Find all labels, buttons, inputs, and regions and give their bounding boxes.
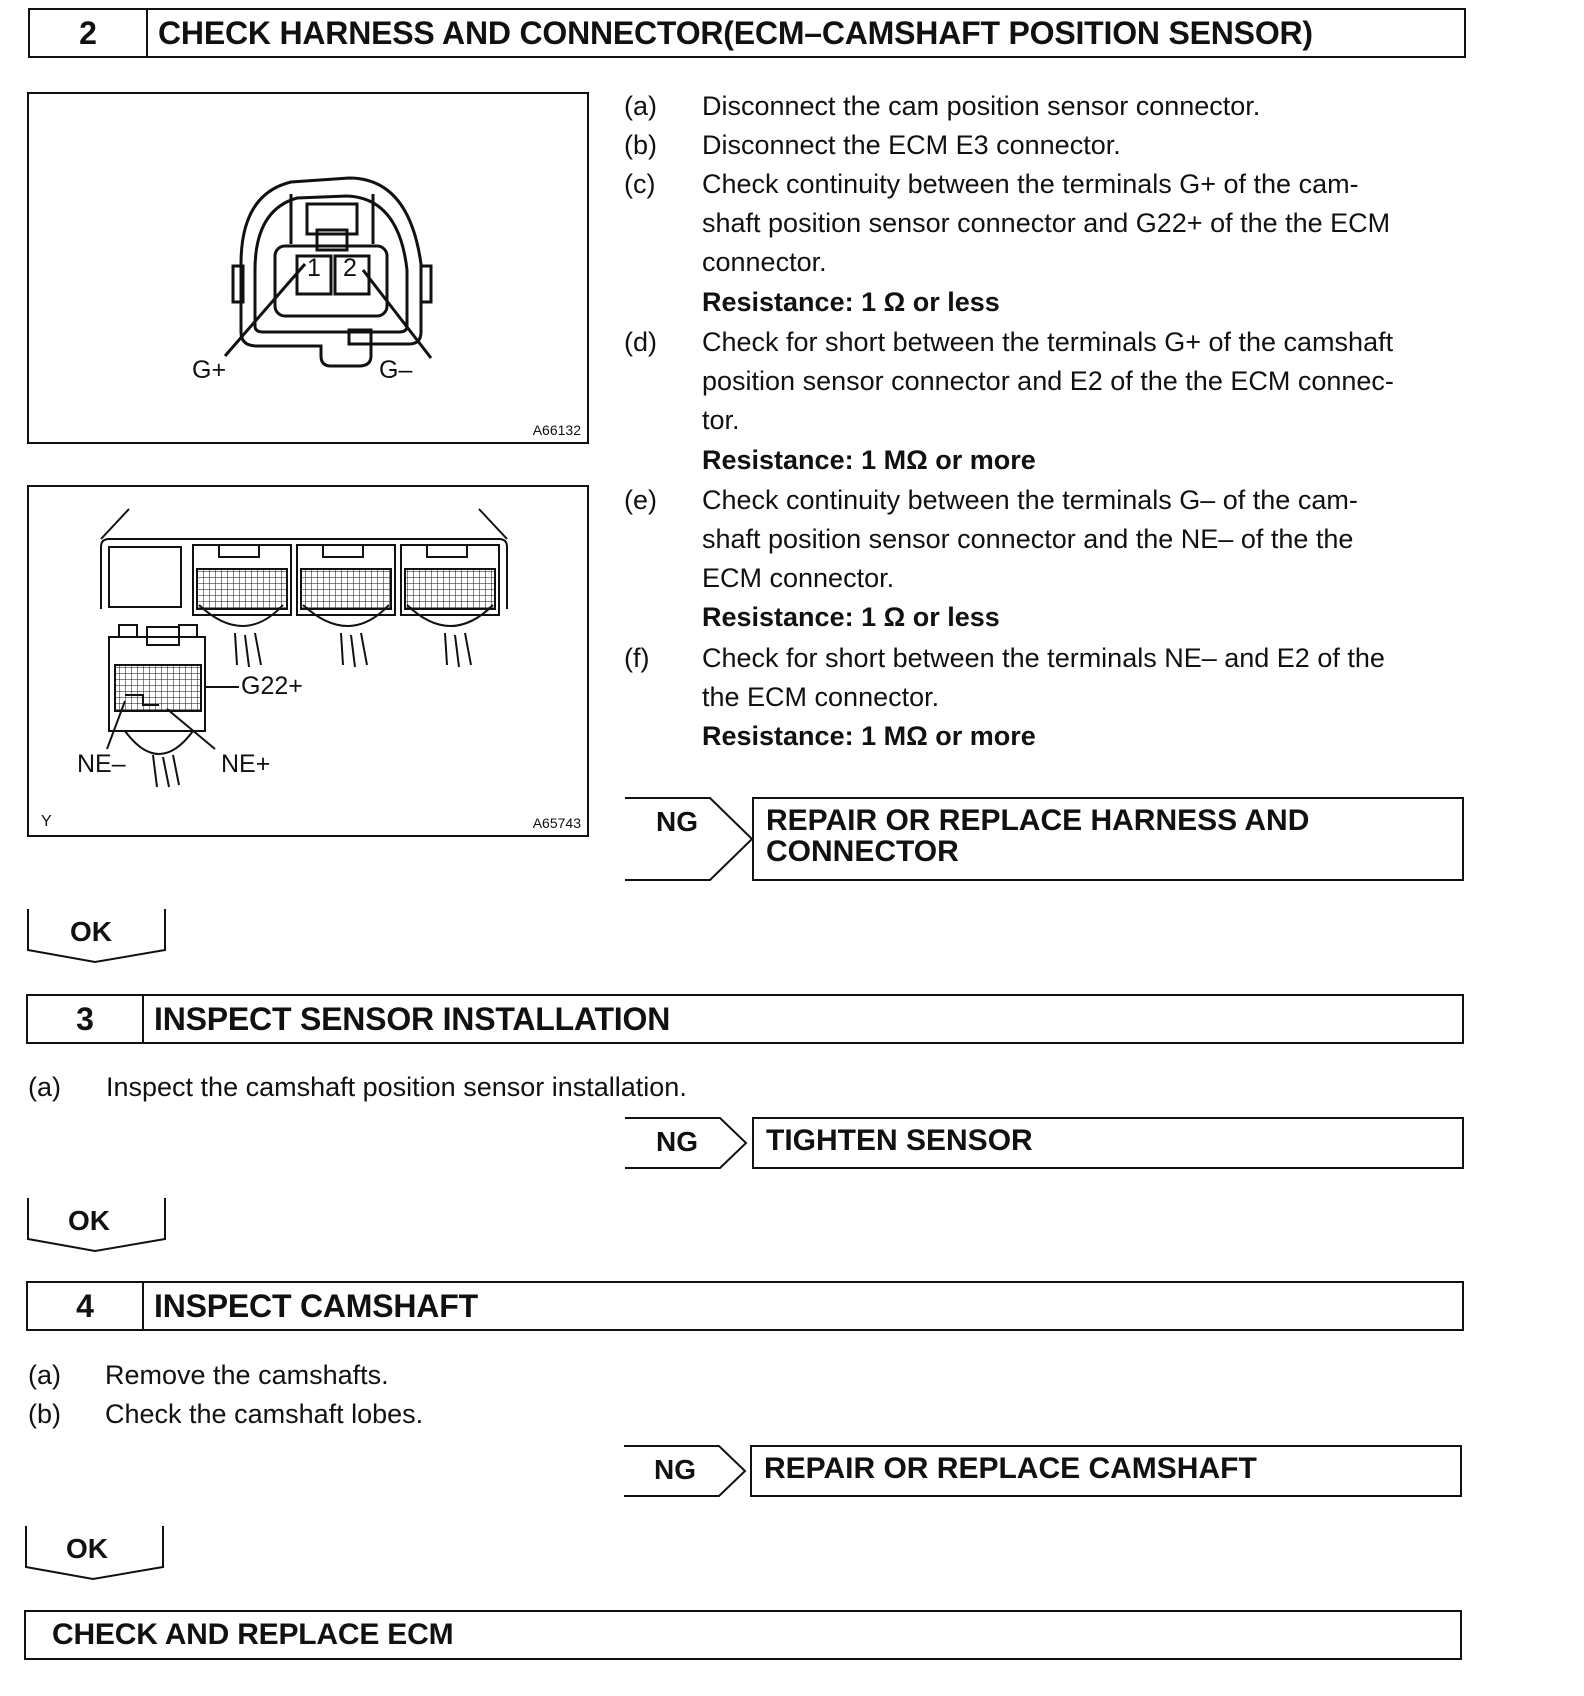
pin-2-label: 2 (343, 254, 357, 282)
step-3-number: 3 (28, 996, 144, 1042)
step-3-title: INSPECT SENSOR INSTALLATION (154, 1000, 671, 1037)
item-marker: (b) (28, 1399, 61, 1429)
item-text-line: connector. (702, 247, 827, 277)
item-text: Remove the camshafts. (105, 1360, 389, 1390)
ng-result-step-4: REPAIR OR REPLACE CAMSHAFT (750, 1445, 1462, 1497)
step-4-title: INSPECT CAMSHAFT (154, 1287, 478, 1324)
item-text-line: shaft position sensor connector and G22+ of the the ECM (702, 208, 1391, 238)
ok-label-step-4: OK (66, 1533, 108, 1564)
step-2-title: CHECK HARNESS AND CONNECTOR(ECM–CAMSHAFT POSITION SENSOR) (158, 14, 1313, 51)
item-text: Disconnect the cam position sensor connector. (702, 91, 1261, 121)
item-marker: (f) (624, 643, 650, 673)
step-2-resistance-f: Resistance: 1 MΩ or more (702, 721, 1036, 751)
ne-minus-label: NE– (77, 750, 126, 778)
item-marker: (e) (624, 485, 657, 515)
item-text-line: Check for short between the terminals G+ of the camshaft (702, 327, 1394, 357)
item-text-line: Check continuity between the terminals G+ of the cam- (702, 169, 1359, 199)
ok-label-step-2: OK (70, 916, 112, 947)
final-step-header (24, 1610, 1462, 1660)
item-marker: (c) (624, 169, 656, 199)
pin-1-label: 1 (307, 254, 321, 282)
figure-ecm-connector (27, 485, 589, 837)
item-text-line: ECM connector. (702, 563, 895, 593)
ng-result-line-1: REPAIR OR REPLACE HARNESS AND (766, 804, 1310, 837)
figure-2-corner-mark: Y (41, 813, 52, 830)
item-text: Disconnect the ECM E3 connector. (702, 130, 1121, 160)
ecm-connector-drawing (29, 487, 587, 835)
item-marker: (a) (624, 91, 657, 121)
item-text-line: Check continuity between the terminals G– of the cam- (702, 485, 1358, 515)
step-4-number: 4 (28, 1283, 144, 1329)
g22-plus-label: G22+ (241, 672, 303, 700)
item-text: Inspect the camshaft position sensor installation. (106, 1072, 687, 1102)
ng-result-line-2: CONNECTOR (766, 835, 959, 868)
step-2-header (28, 8, 1466, 58)
step-2-resistance-e: Resistance: 1 Ω or less (702, 602, 1000, 632)
step-2-resistance-d: Resistance: 1 MΩ or more (702, 445, 1036, 475)
step-2-resistance-c: Resistance: 1 Ω or less (702, 287, 1000, 317)
figure-sensor-connector (27, 92, 589, 444)
ng-label-step-3: NG (656, 1126, 698, 1157)
g-minus-label: G– (379, 356, 413, 384)
item-marker: (a) (28, 1072, 61, 1102)
final-step-title: CHECK AND REPLACE ECM (52, 1618, 454, 1651)
item-text-line: Check for short between the terminals NE– and E2 of the (702, 643, 1385, 673)
ng-label-step-4: NG (654, 1454, 696, 1485)
ng-label-step-2: NG (656, 806, 698, 837)
item-text-line: shaft position sensor connector and the NE– of the the (702, 524, 1354, 554)
step-2-number: 2 (30, 10, 148, 56)
g-plus-label: G+ (192, 356, 227, 384)
ok-label-step-3: OK (68, 1205, 110, 1236)
ng-result-step-3: TIGHTEN SENSOR (752, 1117, 1464, 1169)
item-text-line: tor. (702, 405, 740, 435)
step-4-header (26, 1281, 1464, 1331)
item-marker: (a) (28, 1360, 61, 1390)
item-text-line: the ECM connector. (702, 682, 940, 712)
item-marker: (b) (624, 130, 657, 160)
item-text-line: position sensor connector and E2 of the the ECM connec- (702, 366, 1394, 396)
step-3-header (26, 994, 1464, 1044)
item-marker: (d) (624, 327, 657, 357)
ne-plus-label: NE+ (221, 750, 271, 778)
ng-result-step-2 (752, 797, 1464, 881)
figure-1-code: A66132 (532, 422, 581, 438)
item-text: Check the camshaft lobes. (105, 1399, 424, 1429)
figure-2-code: A65743 (532, 815, 581, 831)
